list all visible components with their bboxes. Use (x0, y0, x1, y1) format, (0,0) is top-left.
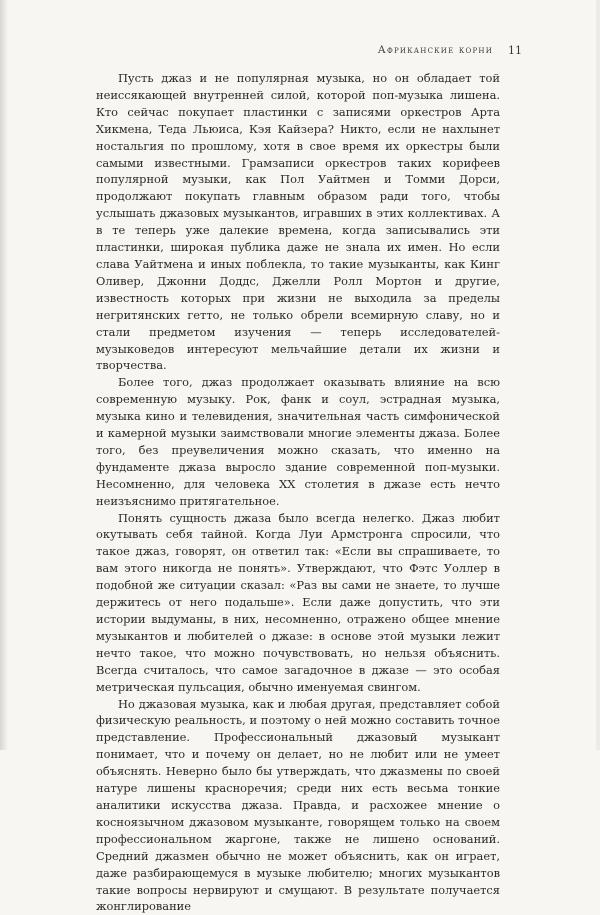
page-number: 11 (508, 44, 522, 57)
paragraph: Понять сущность джаза было всегда нелегко. Джаз любит окутывать себя тайной. Когда Луи Армстронга спросили, что такое джаз, говорят, он ответил так: «Если вы спрашиваете, то вам этого никогда не понять». Утверждают, что Фэтс Уоллер в подобной же ситуации сказал: «Раз вы сами не знаете, то лучше держитесь от него подальше». Если даже допустить, что эти истории выдуманы, в них, несомненно, отражено общее мнение музыкантов и любителей о джазе: в основе этой музыки лежит нечто такое, что можно почувствовать, но нельзя объяснить. Всегда считалось, что самое загадочное в джазе — это особая метрическая пульсация, обычно именуемая свингом. (96, 510, 500, 694)
paragraph: Пусть джаз и не популярная музыка, но он обладает той неиссякающей внутренней силой, которой поп-музыка лишена. Кто сейчас покупает пластинки с записями оркестров Арта Хикмена, Теда Льюиса, Кэя Кайзера? Никто, если не нахлынет ностальгия по прошлому, хотя в свое время их оркестры были самыми известными. Грамзаписи оркестров таких корифеев популярной музыки, как Пол Уайтмен и Томми Дорси, продолжают покупать главным образом ради того, чтобы услышать джазовых музыкантов, игравших в этих коллективах. А в те теперь уже далекие времена, когда записывались эти пластинки, широкая публика даже не знала их имен. Но если слава Уайтмена и иных поблекла, то такие музыканты, как Кинг Оливер, Джонни Доддс, Джелли Ролл Мортон и другие, известность которых при жизни не выходила за пределы негритянских гетто, не только обрели всемирную славу, но и стали предметом изучения — теперь исследователей-музыковедов интересуют мельчайшие детали их жизни и творчества. (96, 71, 500, 373)
paragraph: Более того, джаз продолжает оказывать влияние на всю современную музыку. Рок, фанк и соул, эстрадная музыка, музыка кино и телевидения, значительная часть симфонической и камерной музыки заимствовали многие элементы джаза. Более того, без преувеличения можно сказать, что именно на фундаменте джаза выросло здание современной поп-музыки. Несомненно, для человека XX столетия в джазе есть нечто неизъяснимо притягательное. (96, 375, 500, 508)
paragraph: Но джазовая музыка, как и любая другая, представляет собой физическую реальность, и поэтому о ней можно составить точное представление. Профессиональный джазовый музыкант понимает, что и почему он делает, но не любит или не умеет объяснять. Неверно было бы утверждать, что джазмены по своей натуре лишены красноречия; среди них есть весьма тонкие аналитики искусства джаза. Правда, и расхожее мнение о косноязычном джазовом музыканте, говорящем только на своем профессиональном жаргоне, также не лишено оснований. Средний джазмен обычно не может объяснить, как он играет, даже разбирающемуся в музыке любителю; многих музыкантов такие вопросы нервируют и смущают. В результате получается жонглирование (96, 696, 500, 914)
body-text (96, 70, 500, 915)
running-header: Африканские корни (377, 44, 493, 56)
